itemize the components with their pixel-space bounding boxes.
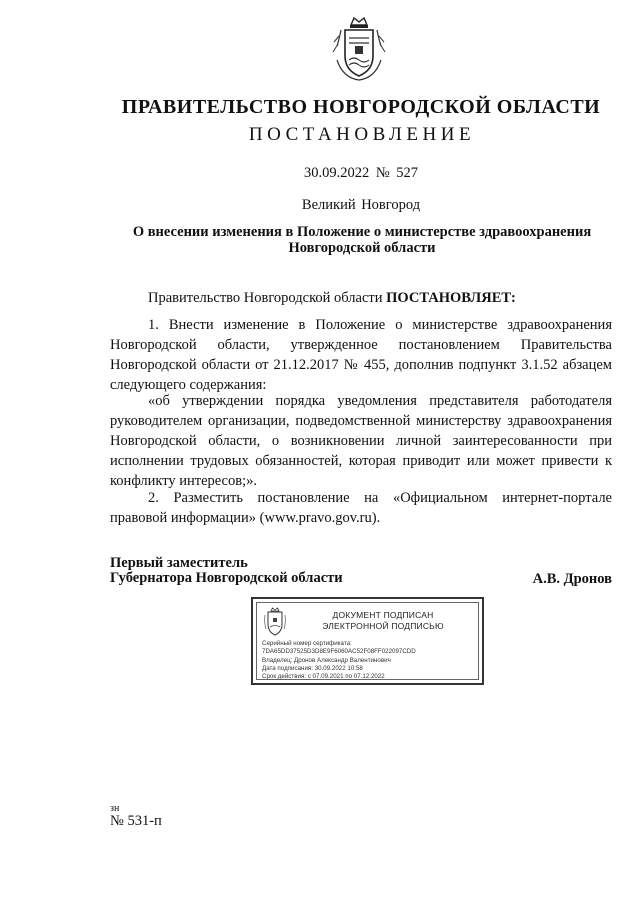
- stamp-heading: [293, 610, 473, 632]
- signatory-title-line-1: Первый заместитель: [110, 555, 248, 571]
- stamp-signed-date: Дата подписания: 30.09.2022 10:58: [262, 664, 363, 672]
- document-subject: [112, 224, 612, 256]
- date-and-number: 30.09.2022 № 527: [303, 165, 419, 181]
- stamp-cert-value: 7DA65DD37525D3D8E9F6060AC52F08FF022097CDD: [262, 648, 416, 656]
- stamp-validity: Срок действия: с 07.09.2021 по 07.12.2022: [262, 673, 385, 681]
- executor-initials: зн: [110, 803, 120, 814]
- stamp-inner-frame: [256, 602, 479, 680]
- document-type: ПОСТАНОВЛЕНИЕ: [248, 124, 476, 145]
- signatory-title: [110, 556, 343, 586]
- signatory-name: А.В. Дронов: [532, 571, 612, 587]
- coat-of-arms-icon: [331, 16, 387, 82]
- electronic-signature-stamp: [251, 597, 484, 685]
- stamp-details: [262, 640, 482, 681]
- registration-number: № 531-п: [110, 813, 162, 829]
- organization-title: ПРАВИТЕЛЬСТВО НОВГОРОДСКОЙ ОБЛАСТИ: [121, 96, 601, 118]
- stamp-heading-line-1: ДОКУМЕНТ ПОДПИСАН: [332, 610, 434, 620]
- stamp-owner: Владелец: Дронов Александр Валентинович: [262, 656, 391, 664]
- stamp-heading-line-2: ЭЛЕКТРОННОЙ ПОДПИСЬЮ: [322, 621, 444, 631]
- paragraph-2: 2. Разместить постановление на «Официальном интернет-портале правовой информации» (www.pravo.gov.ru).: [110, 490, 612, 526]
- subject-line-2: Новгородской области: [288, 240, 436, 256]
- stamp-cert-label: Серийный номер сертификата:: [262, 640, 352, 647]
- intro-decree-word: ПОСТАНОВЛЯЕТ:: [386, 290, 516, 306]
- subject-line-1: О внесении изменения в Положение о министерстве здравоохранения: [132, 224, 592, 240]
- quoted-amendment: «об утверждении порядка уведомления представителя работодателя руководителем организации, подведомственной министерству здравоохранения Новгородской области, о возникновении личной заинтересованности при исполнении трудовых обязанностей, которая приводит или может привести к конфликту интересов;».: [110, 393, 612, 489]
- stamp-coat-of-arms-icon: [262, 607, 288, 637]
- intro-text: Правительство Новгородской области: [148, 290, 387, 306]
- intro-paragraph: [110, 288, 612, 308]
- place: Великий Новгород: [301, 197, 421, 213]
- signatory-title-line-2: Губернатора Новгородской области: [110, 570, 343, 586]
- paragraph-1: 1. Внести изменение в Положение о министерстве здравоохранения Новгородской области, утвержденное постановлением Правительства Новгородской области от 21.12.2017 № 455, дополнив подпункт 3.1.52 абзацем следующего содержания:: [110, 317, 612, 393]
